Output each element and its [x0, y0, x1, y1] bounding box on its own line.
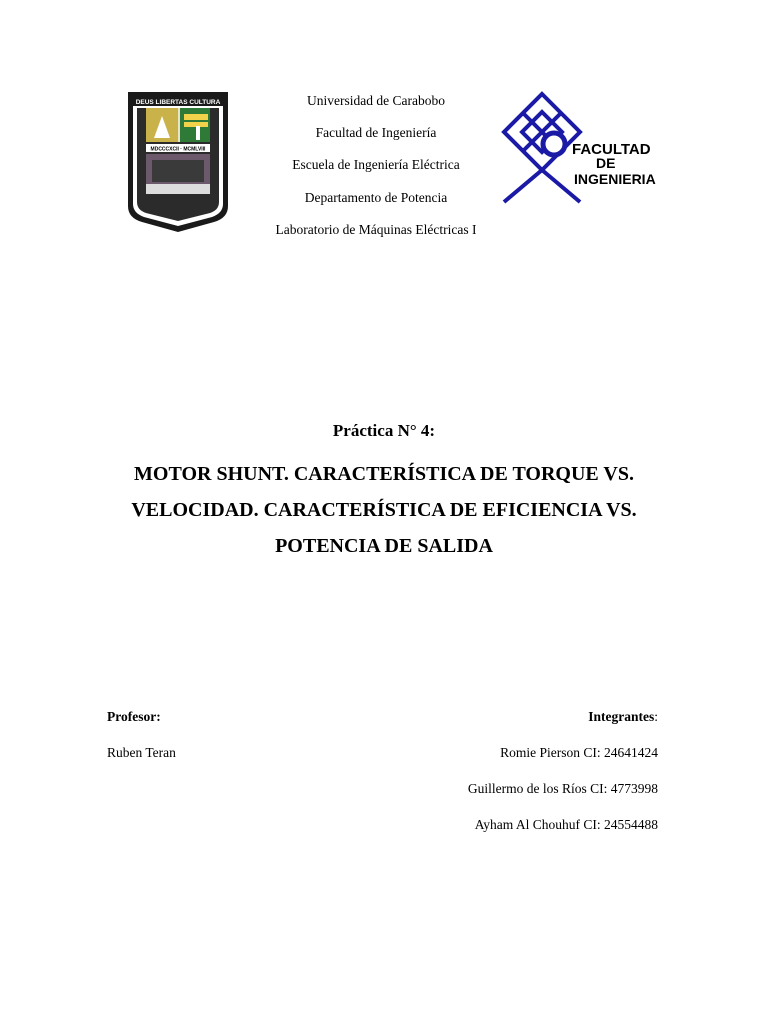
member-1: Romie Pierson CI: 24641424 [500, 745, 658, 760]
school-name: Escuela de Ingeniería Eléctrica [292, 157, 460, 172]
faculty-logo-line2: DE [596, 155, 616, 171]
title-line-1: MOTOR SHUNT. CARACTERÍSTICA DE TORQUE VS. [134, 463, 634, 485]
lab-name: Laboratorio de Máquinas Eléctricas I [275, 222, 477, 237]
crest-motto: DEUS LIBERTAS CULTURA [135, 99, 221, 106]
faculty-logo [500, 90, 666, 208]
crest-years: MDCCCXCII · MCMLVIII [150, 146, 206, 153]
practice-number: Práctica N° 4: [332, 421, 436, 440]
member-2: Guillermo de los Ríos CI: 4773998 [467, 781, 658, 796]
members-colon: : [654, 709, 658, 724]
members-heading [588, 709, 658, 725]
title-line-3: POTENCIA DE SALIDA [275, 535, 493, 557]
members-label: Integrantes [588, 709, 655, 724]
university-name: Universidad de Carabobo [307, 93, 445, 108]
faculty-logo-line3: INGENIERIA [574, 171, 656, 187]
professor-name: Ruben Teran [107, 745, 176, 760]
university-crest-logo [124, 90, 232, 234]
member-3: Ayham Al Chouhuf CI: 24554488 [474, 817, 658, 832]
department-name: Departamento de Potencia [304, 190, 448, 205]
professor-label: Profesor: [107, 709, 161, 724]
title-line-2: VELOCIDAD. CARACTERÍSTICA DE EFICIENCIA VS. [131, 499, 637, 521]
faculty-name: Facultad de Ingeniería [315, 125, 437, 140]
faculty-logo-line1: FACULTAD [572, 141, 651, 158]
